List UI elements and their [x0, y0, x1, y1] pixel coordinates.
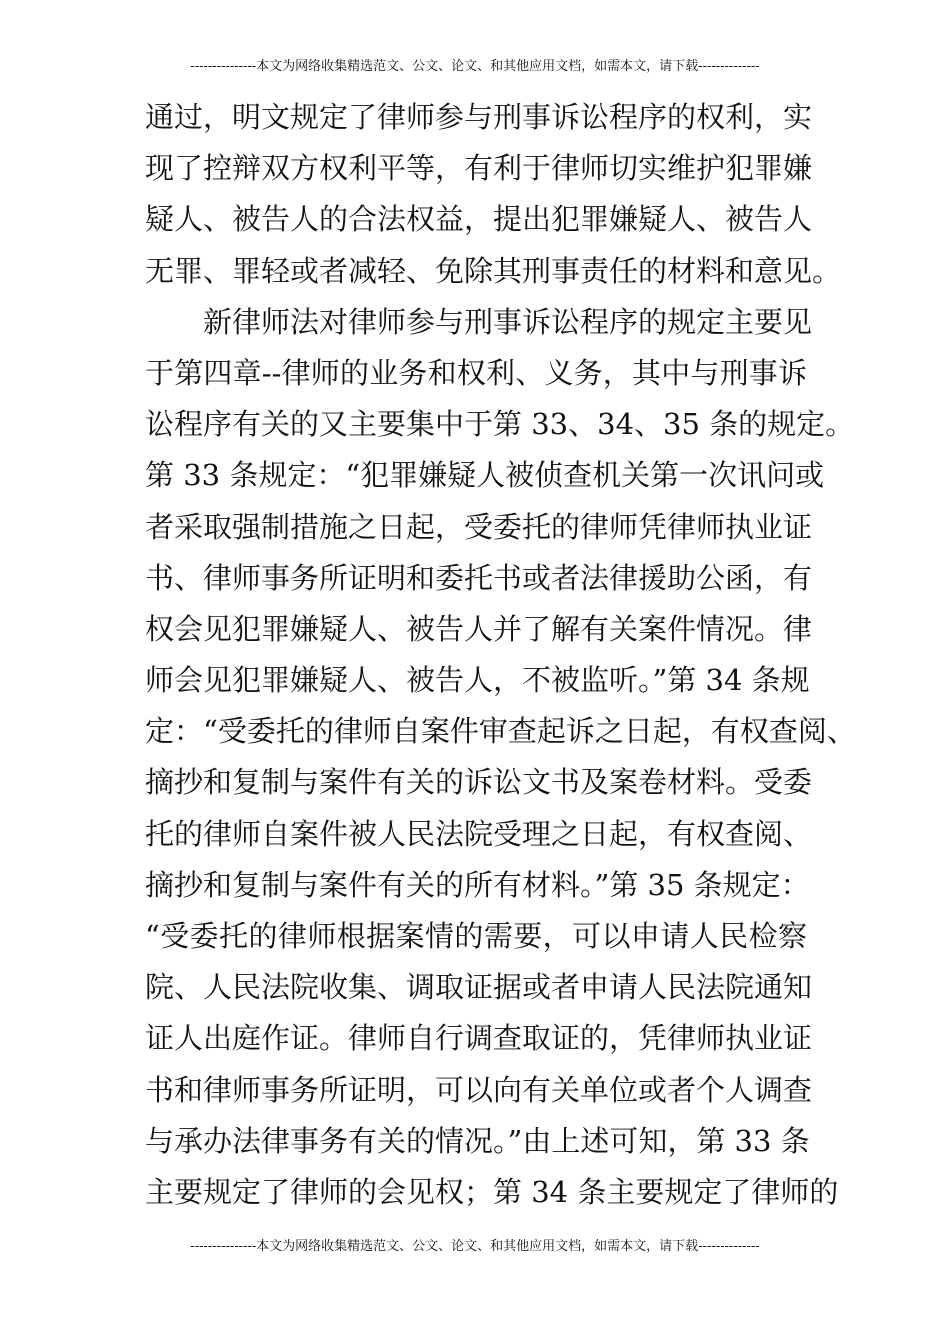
- page-header: ---------------本文为网络收集精选范文、公文、论文、和其他应用文档，如需本文，请下载--------------: [190, 59, 760, 74]
- text-line: 托的律师自案件被人民法院受理之日起，有权查阅、: [145, 816, 813, 851]
- text-line: 新律师法对律师参与刑事诉讼程序的规定主要见: [203, 304, 813, 339]
- text-line: 无罪、罪轻或者减轻、免除其刑事责任的材料和意见。: [145, 253, 842, 288]
- paragraph-2: [145, 297, 856, 1218]
- text-line: 第 33 条规定：“犯罪嫌疑人被侦查机关第一次讯问或: [145, 458, 825, 493]
- text-line: 定：“受委托的律师自案件审查起诉之日起，有权查阅、: [145, 714, 856, 749]
- document-body: [145, 92, 856, 1218]
- text-line: 者采取强制措施之日起，受委托的律师凭律师执业证: [145, 509, 813, 544]
- text-line: 院、人民法院收集、调取证据或者申请人民法院通知: [145, 970, 813, 1005]
- page-footer: ---------------本文为网络收集精选范文、公文、论文、和其他应用文档，如需本文，请下载--------------: [190, 1239, 760, 1254]
- text-line: 证人出庭作证。律师自行调查取证的，凭律师执业证: [145, 1021, 813, 1056]
- text-line: 通过，明文规定了律师参与刑事诉讼程序的权利，实: [145, 100, 813, 134]
- paragraph-1: [145, 92, 842, 297]
- text-line: 主要规定了律师的会见权；第 34 条主要规定了律师的: [145, 1174, 839, 1209]
- text-line: 摘抄和复制与案件有关的诉讼文书及案卷材料。受委: [145, 765, 813, 800]
- text-line: 现了控辩双方权利平等，有利于律师切实维护犯罪嫌: [145, 151, 813, 186]
- text-line: 书、律师事务所证明和委托书或者法律援助公函，有: [145, 560, 813, 595]
- text-line: 于第四章--律师的业务和权利、义务，其中与刑事诉: [145, 355, 807, 390]
- text-line: 师会见犯罪嫌疑人、被告人，不被监听。”第 34 条规: [145, 663, 810, 698]
- text-line: “受委托的律师根据案情的需要，可以申请人民检察: [145, 919, 807, 953]
- text-line: 与承办法律事务有关的情况。”由上述可知，第 33 条: [145, 1123, 810, 1158]
- text-line: 权会见犯罪嫌疑人、被告人并了解有关案件情况。律: [145, 611, 813, 646]
- text-line: 疑人、被告人的合法权益，提出犯罪嫌疑人、被告人: [145, 202, 813, 237]
- text-line: 书和律师事务所证明，可以向有关单位或者个人调查: [145, 1072, 813, 1107]
- text-line: 摘抄和复制与案件有关的所有材料。”第 35 条规定：: [145, 867, 810, 902]
- text-line: 讼程序有关的又主要集中于第 33、34、35 条的规定。: [145, 407, 855, 442]
